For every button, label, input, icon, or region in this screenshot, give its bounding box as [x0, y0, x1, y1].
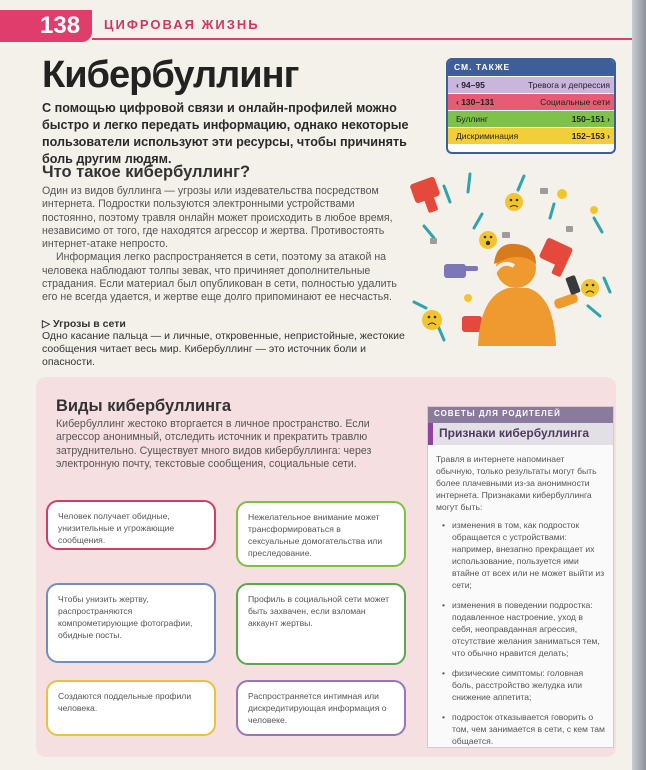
see-also-item[interactable] [448, 76, 614, 93]
types-text: Кибербуллинг жестоко вторгается в личное пространство. Если агрессор анонимный, отследить источник и прекратить травлю затруднительно. Существует много видов кибербуллинга: через электронную почту, текстовые сообщения, социальные сети. [56, 418, 372, 470]
type-card: Распространяется интимная или дискредитирующая информация о человеке. [236, 680, 406, 736]
types-heading: Виды кибербуллинга [56, 397, 232, 415]
page-title: Кибербуллинг [42, 54, 299, 96]
sad-face-icon [422, 310, 442, 330]
see-also-item[interactable] [448, 110, 614, 127]
tips-list [436, 519, 605, 747]
see-also-label: Социальные сети [540, 97, 610, 107]
type-card: Создаются поддельные профили человека. [46, 680, 216, 736]
threats-caption-heading: ▷ Угрозы в сети [42, 318, 126, 330]
list-item: • изменения в том, как подросток обращается с устройствами: например, внезапно прекращает их использование, пользуется ими втайне от всех или не может выйти из сети; [444, 519, 605, 591]
type-card: Человек получает обидные, унизительные и угрожающие сообщения. [46, 500, 216, 550]
crying-face-icon [581, 279, 599, 297]
type-card: Профиль в социальной сети может быть захвачен, если взломан аккаунт жертвы. [236, 583, 406, 665]
thumbs-down-icon [409, 176, 440, 213]
thumbs-down-icon [462, 316, 482, 332]
what-is-body [42, 185, 402, 305]
see-also-label: Буллинг [456, 114, 488, 124]
what-is-heading: Что такое кибербуллинг? [42, 163, 251, 181]
small-face-icon [590, 206, 598, 214]
see-also-item[interactable] [448, 93, 614, 110]
type-card: Чтобы унизить жертву, распространяются компрометирующие фотографии, обидные посты. [46, 583, 216, 663]
header-rule [92, 38, 632, 40]
see-also-pages: 152–153 › [571, 131, 610, 141]
page-number: 138 [0, 10, 92, 42]
threats-caption-text: Одно касание пальца — и личные, откровенные, непристойные, жестокие сообщения читает весь мир. Кибербуллинг — это источник боли и опасности. [42, 330, 405, 368]
parent-tips-box [427, 406, 614, 748]
small-face-icon [557, 189, 567, 199]
see-also-pages: ‹ 130–131 [456, 97, 495, 107]
list-item: • изменения в поведении подростка: подавленное настроение, уход в себя, неоправданная агрессия, отсутствие желания заниматься тем, что обычно нравится делать; [444, 599, 605, 659]
intro-text: С помощью цифровой связи и онлайн-профилей можно быстро и легко передать информацию, однако некоторые пользователи используют эти ресурсы, чтобы причинять боль другим людям. [42, 101, 409, 166]
shocked-face-icon [479, 231, 497, 249]
what-is-paragraph-2: Информация легко распространяется в сети, поэтому за атакой на человека наблюдают толпы зевак, что причиняет дополнительные страдания. Если материал был опубликован в сети, полностью удалить его не всегда удается, и жертве еще долго припоминают ее несчастья. [42, 251, 397, 304]
tips-heading: Признаки кибербуллинга [428, 423, 613, 445]
see-also-pages: 150–151 › [571, 114, 610, 124]
section-title: ЦИФРОВАЯ ЖИЗНЬ [104, 17, 260, 32]
next-page-edge [632, 0, 646, 770]
what-is-paragraph-1: Один из видов буллинга — угрозы или издевательства посредством интернета. Подростки пользуются электронными устройствами постоянно, поэтому травля онлайн может происходить в любое время, независимо от того, где находятся агрессор и жертва. Противостоять интернет-атаке непросто. [42, 185, 393, 251]
tips-label: СОВЕТЫ ДЛЯ РОДИТЕЛЕЙ [428, 407, 613, 423]
angry-face-icon [505, 193, 523, 211]
thumbs-down-icon [539, 237, 574, 277]
type-card: Нежелательное внимание может трансформироваться в сексуальные домогательства или преследование. [236, 501, 406, 567]
pointing-hand-icon [444, 264, 478, 278]
cyberbullying-illustration [404, 166, 614, 346]
list-item: • физические симптомы: головная боль, расстройство желудка или снижение аппетита; [444, 667, 605, 703]
see-also-box [446, 58, 616, 154]
small-face-icon [464, 294, 472, 302]
tips-intro: Травля в интернете напоминает обычную, только результаты могут быть более плачевными из-за анонимности интернета. Признаками кибербуллинга могут быть: [436, 454, 597, 512]
see-also-heading: СМ. ТАКЖЕ [448, 60, 614, 76]
see-also-item[interactable] [448, 127, 614, 144]
see-also-pages: ‹ 94–95 [456, 80, 485, 90]
tips-body [428, 445, 613, 763]
see-also-label: Тревога и депрессия [527, 80, 610, 90]
list-item: • подросток отказывается говорить о том, чем занимается в сети, с кем там общается. [444, 711, 605, 747]
see-also-label: Дискриминация [456, 131, 519, 141]
